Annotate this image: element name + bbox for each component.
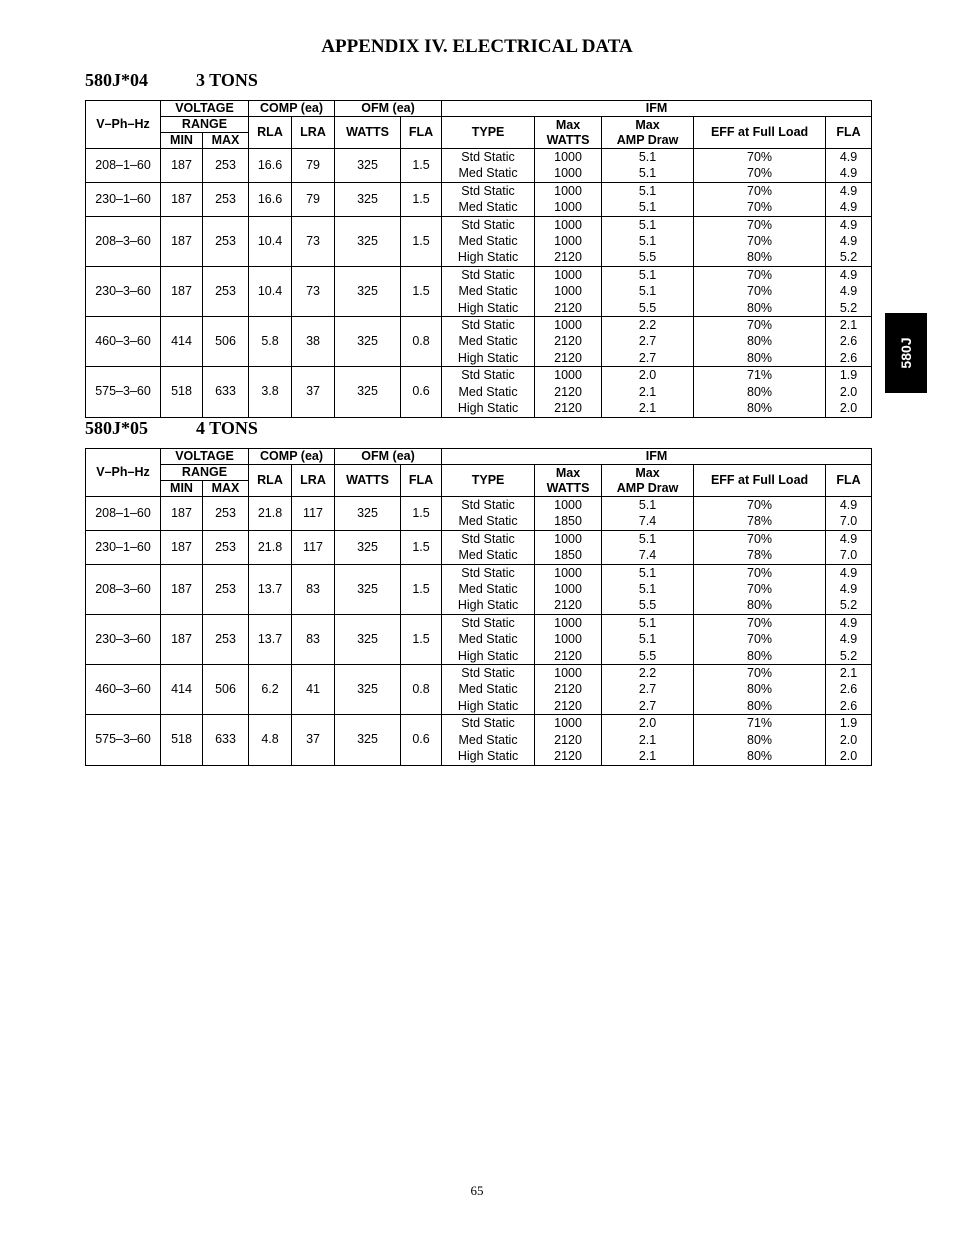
cell-max: 506 <box>203 665 249 715</box>
cell-ofm-watts: 325 <box>335 530 401 564</box>
header-rla: RLA <box>249 465 292 497</box>
cell-eff: 70% 70% 80% <box>694 216 826 266</box>
cell-max-watts: 1000 1000 <box>535 149 602 183</box>
table-row <box>86 182 872 216</box>
cell-lra: 41 <box>292 665 335 715</box>
header-ofm-fla: FLA <box>401 465 442 497</box>
header-lra: LRA <box>292 465 335 497</box>
cell-eff: 70% 70% <box>694 182 826 216</box>
cell-min: 187 <box>161 564 203 614</box>
header-ifm-fla: FLA <box>826 465 872 497</box>
cell-rla: 16.6 <box>249 182 292 216</box>
cell-max-amp: 5.1 7.4 <box>602 497 694 531</box>
cell-lra: 37 <box>292 367 335 417</box>
table-row <box>86 149 872 183</box>
cell-max: 253 <box>203 530 249 564</box>
cell-ifm-fla: 1.9 2.0 2.0 <box>826 367 872 417</box>
cell-max-amp: 2.0 2.1 2.1 <box>602 715 694 765</box>
cell-ofm-watts: 325 <box>335 317 401 367</box>
cell-min: 187 <box>161 614 203 664</box>
cell-v-ph-hz: 460–3–60 <box>86 317 161 367</box>
cell-ofm-watts: 325 <box>335 665 401 715</box>
header-rla: RLA <box>249 117 292 149</box>
header-voltage: VOLTAGE <box>161 449 249 465</box>
cell-type: Std Static Med Static <box>442 530 535 564</box>
cell-v-ph-hz: 230–3–60 <box>86 266 161 316</box>
table-row <box>86 614 872 664</box>
table-row <box>86 266 872 316</box>
table-row <box>86 317 872 367</box>
cell-type: Std Static Med Static High Static <box>442 715 535 765</box>
cell-max: 253 <box>203 564 249 614</box>
table-row <box>86 530 872 564</box>
cell-max-amp: 5.1 5.1 5.5 <box>602 614 694 664</box>
cell-max: 253 <box>203 149 249 183</box>
cell-max-watts: 1000 2120 2120 <box>535 665 602 715</box>
header-lra: LRA <box>292 117 335 149</box>
cell-type: Std Static Med Static High Static <box>442 665 535 715</box>
cell-eff: 71% 80% 80% <box>694 715 826 765</box>
cell-ofm-watts: 325 <box>335 497 401 531</box>
header-v-ph-hz: V–Ph–Hz <box>86 449 161 497</box>
cell-v-ph-hz: 230–1–60 <box>86 530 161 564</box>
cell-v-ph-hz: 230–3–60 <box>86 614 161 664</box>
header-v-ph-hz: V–Ph–Hz <box>86 101 161 149</box>
cell-min: 187 <box>161 182 203 216</box>
electrical-data-table-580j05 <box>85 448 872 766</box>
section-heading-580j05 <box>85 418 258 439</box>
cell-lra: 38 <box>292 317 335 367</box>
table-row <box>86 497 872 531</box>
cell-v-ph-hz: 208–3–60 <box>86 564 161 614</box>
cell-rla: 21.8 <box>249 530 292 564</box>
cell-ifm-fla: 2.1 2.6 2.6 <box>826 665 872 715</box>
cell-lra: 73 <box>292 266 335 316</box>
header-max-amp-draw: Max AMP Draw <box>602 465 694 497</box>
header-voltage: VOLTAGE <box>161 101 249 117</box>
cell-max-amp: 5.1 5.1 <box>602 149 694 183</box>
cell-ifm-fla: 4.9 4.9 5.2 <box>826 564 872 614</box>
cell-type: Std Static Med Static High Static <box>442 266 535 316</box>
header-type: TYPE <box>442 465 535 497</box>
tonnage: 3 TONS <box>196 70 258 90</box>
header-max-watts: Max WATTS <box>535 465 602 497</box>
cell-v-ph-hz: 575–3–60 <box>86 715 161 765</box>
cell-type: Std Static Med Static <box>442 497 535 531</box>
header-min: MIN <box>161 133 203 149</box>
cell-v-ph-hz: 460–3–60 <box>86 665 161 715</box>
cell-ofm-fla: 0.8 <box>401 317 442 367</box>
cell-rla: 10.4 <box>249 266 292 316</box>
cell-max: 253 <box>203 182 249 216</box>
cell-v-ph-hz: 208–3–60 <box>86 216 161 266</box>
cell-v-ph-hz: 208–1–60 <box>86 149 161 183</box>
cell-type: Std Static Med Static High Static <box>442 614 535 664</box>
header-ifm: IFM <box>442 101 872 117</box>
header-ofm-watts: WATTS <box>335 465 401 497</box>
cell-ofm-watts: 325 <box>335 367 401 417</box>
cell-lra: 37 <box>292 715 335 765</box>
cell-lra: 73 <box>292 216 335 266</box>
cell-ofm-fla: 1.5 <box>401 149 442 183</box>
cell-rla: 3.8 <box>249 367 292 417</box>
header-max-watts: Max WATTS <box>535 117 602 149</box>
header-max: MAX <box>203 481 249 497</box>
cell-ifm-fla: 4.9 7.0 <box>826 497 872 531</box>
cell-type: Std Static Med Static High Static <box>442 216 535 266</box>
cell-max: 253 <box>203 266 249 316</box>
cell-ofm-watts: 325 <box>335 564 401 614</box>
cell-eff: 70% 70% 80% <box>694 564 826 614</box>
cell-type: Std Static Med Static High Static <box>442 367 535 417</box>
cell-rla: 13.7 <box>249 564 292 614</box>
cell-max-amp: 5.1 5.1 5.5 <box>602 216 694 266</box>
cell-lra: 79 <box>292 182 335 216</box>
cell-rla: 21.8 <box>249 497 292 531</box>
cell-max-watts: 1000 1850 <box>535 497 602 531</box>
header-ofm-fla: FLA <box>401 117 442 149</box>
cell-max: 253 <box>203 216 249 266</box>
cell-max: 506 <box>203 317 249 367</box>
cell-max-amp: 2.0 2.1 2.1 <box>602 367 694 417</box>
table-body <box>86 149 872 418</box>
cell-ifm-fla: 1.9 2.0 2.0 <box>826 715 872 765</box>
table-row <box>86 715 872 765</box>
cell-rla: 5.8 <box>249 317 292 367</box>
cell-min: 187 <box>161 149 203 183</box>
cell-ofm-watts: 325 <box>335 149 401 183</box>
cell-ofm-fla: 1.5 <box>401 216 442 266</box>
cell-min: 187 <box>161 530 203 564</box>
cell-max-watts: 1000 1000 2120 <box>535 614 602 664</box>
cell-ofm-watts: 325 <box>335 614 401 664</box>
cell-type: Std Static Med Static <box>442 149 535 183</box>
cell-lra: 117 <box>292 530 335 564</box>
cell-max-watts: 1000 2120 2120 <box>535 317 602 367</box>
cell-lra: 83 <box>292 614 335 664</box>
cell-min: 187 <box>161 497 203 531</box>
cell-eff: 70% 80% 80% <box>694 665 826 715</box>
cell-max: 253 <box>203 497 249 531</box>
header-ifm-fla: FLA <box>826 117 872 149</box>
cell-v-ph-hz: 575–3–60 <box>86 367 161 417</box>
cell-type: Std Static Med Static <box>442 182 535 216</box>
header-max: MAX <box>203 133 249 149</box>
header-min: MIN <box>161 481 203 497</box>
cell-max-watts: 1000 1000 2120 <box>535 216 602 266</box>
header-ofm: OFM (ea) <box>335 101 442 117</box>
cell-max-watts: 1000 1000 2120 <box>535 564 602 614</box>
table-row <box>86 665 872 715</box>
cell-max-watts: 1000 2120 2120 <box>535 715 602 765</box>
cell-ifm-fla: 4.9 7.0 <box>826 530 872 564</box>
cell-ifm-fla: 4.9 4.9 <box>826 149 872 183</box>
cell-eff: 70% 70% <box>694 149 826 183</box>
header-comp: COMP (ea) <box>249 449 335 465</box>
cell-min: 518 <box>161 367 203 417</box>
cell-ifm-fla: 4.9 4.9 5.2 <box>826 266 872 316</box>
cell-max: 633 <box>203 715 249 765</box>
section-heading-580j04 <box>85 70 258 91</box>
cell-ifm-fla: 4.9 4.9 <box>826 182 872 216</box>
cell-rla: 10.4 <box>249 216 292 266</box>
tonnage: 4 TONS <box>196 418 258 438</box>
cell-eff: 70% 78% <box>694 497 826 531</box>
page-number: 65 <box>470 1183 484 1198</box>
header-eff: EFF at Full Load <box>694 117 826 149</box>
cell-v-ph-hz: 230–1–60 <box>86 182 161 216</box>
cell-max-watts: 1000 1000 <box>535 182 602 216</box>
table-body <box>86 497 872 766</box>
cell-max-amp: 5.1 5.1 <box>602 182 694 216</box>
cell-max-amp: 2.2 2.7 2.7 <box>602 317 694 367</box>
table-row <box>86 367 872 417</box>
cell-max-watts: 1000 1850 <box>535 530 602 564</box>
cell-ifm-fla: 4.9 4.9 5.2 <box>826 614 872 664</box>
cell-max: 253 <box>203 614 249 664</box>
header-comp: COMP (ea) <box>249 101 335 117</box>
cell-max-amp: 5.1 7.4 <box>602 530 694 564</box>
header-eff: EFF at Full Load <box>694 465 826 497</box>
model-number: 580J*04 <box>85 70 148 90</box>
side-tab-label: 580J <box>898 337 914 369</box>
cell-min: 414 <box>161 665 203 715</box>
header-range: RANGE <box>161 465 249 481</box>
cell-max-watts: 1000 2120 2120 <box>535 367 602 417</box>
cell-ofm-fla: 1.5 <box>401 182 442 216</box>
cell-ofm-fla: 0.8 <box>401 665 442 715</box>
cell-eff: 70% 78% <box>694 530 826 564</box>
table-row <box>86 216 872 266</box>
cell-ifm-fla: 4.9 4.9 5.2 <box>826 216 872 266</box>
cell-type: Std Static Med Static High Static <box>442 317 535 367</box>
cell-ofm-fla: 0.6 <box>401 715 442 765</box>
cell-lra: 83 <box>292 564 335 614</box>
cell-eff: 70% 70% 80% <box>694 614 826 664</box>
cell-min: 187 <box>161 216 203 266</box>
cell-ifm-fla: 2.1 2.6 2.6 <box>826 317 872 367</box>
cell-rla: 6.2 <box>249 665 292 715</box>
cell-ofm-fla: 1.5 <box>401 564 442 614</box>
cell-lra: 79 <box>292 149 335 183</box>
header-ifm: IFM <box>442 449 872 465</box>
header-max-amp-draw: Max AMP Draw <box>602 117 694 149</box>
cell-min: 414 <box>161 317 203 367</box>
cell-max-amp: 2.2 2.7 2.7 <box>602 665 694 715</box>
electrical-data-table-580j04 <box>85 100 872 418</box>
cell-min: 518 <box>161 715 203 765</box>
cell-lra: 117 <box>292 497 335 531</box>
cell-ofm-watts: 325 <box>335 216 401 266</box>
header-ofm-watts: WATTS <box>335 117 401 149</box>
cell-eff: 70% 80% 80% <box>694 317 826 367</box>
cell-ofm-fla: 0.6 <box>401 367 442 417</box>
header-range: RANGE <box>161 117 249 133</box>
side-tab <box>885 313 927 393</box>
cell-type: Std Static Med Static High Static <box>442 564 535 614</box>
cell-max: 633 <box>203 367 249 417</box>
page-title: APPENDIX IV. ELECTRICAL DATA <box>321 36 633 57</box>
cell-min: 187 <box>161 266 203 316</box>
cell-max-amp: 5.1 5.1 5.5 <box>602 266 694 316</box>
cell-max-watts: 1000 1000 2120 <box>535 266 602 316</box>
cell-max-amp: 5.1 5.1 5.5 <box>602 564 694 614</box>
cell-eff: 71% 80% 80% <box>694 367 826 417</box>
header-type: TYPE <box>442 117 535 149</box>
cell-ofm-fla: 1.5 <box>401 497 442 531</box>
cell-rla: 13.7 <box>249 614 292 664</box>
cell-ofm-watts: 325 <box>335 715 401 765</box>
cell-ofm-watts: 325 <box>335 266 401 316</box>
cell-ofm-fla: 1.5 <box>401 266 442 316</box>
cell-rla: 4.8 <box>249 715 292 765</box>
cell-eff: 70% 70% 80% <box>694 266 826 316</box>
cell-ofm-fla: 1.5 <box>401 614 442 664</box>
cell-v-ph-hz: 208–1–60 <box>86 497 161 531</box>
cell-rla: 16.6 <box>249 149 292 183</box>
model-number: 580J*05 <box>85 418 148 438</box>
header-ofm: OFM (ea) <box>335 449 442 465</box>
cell-ofm-fla: 1.5 <box>401 530 442 564</box>
table-row <box>86 564 872 614</box>
cell-ofm-watts: 325 <box>335 182 401 216</box>
